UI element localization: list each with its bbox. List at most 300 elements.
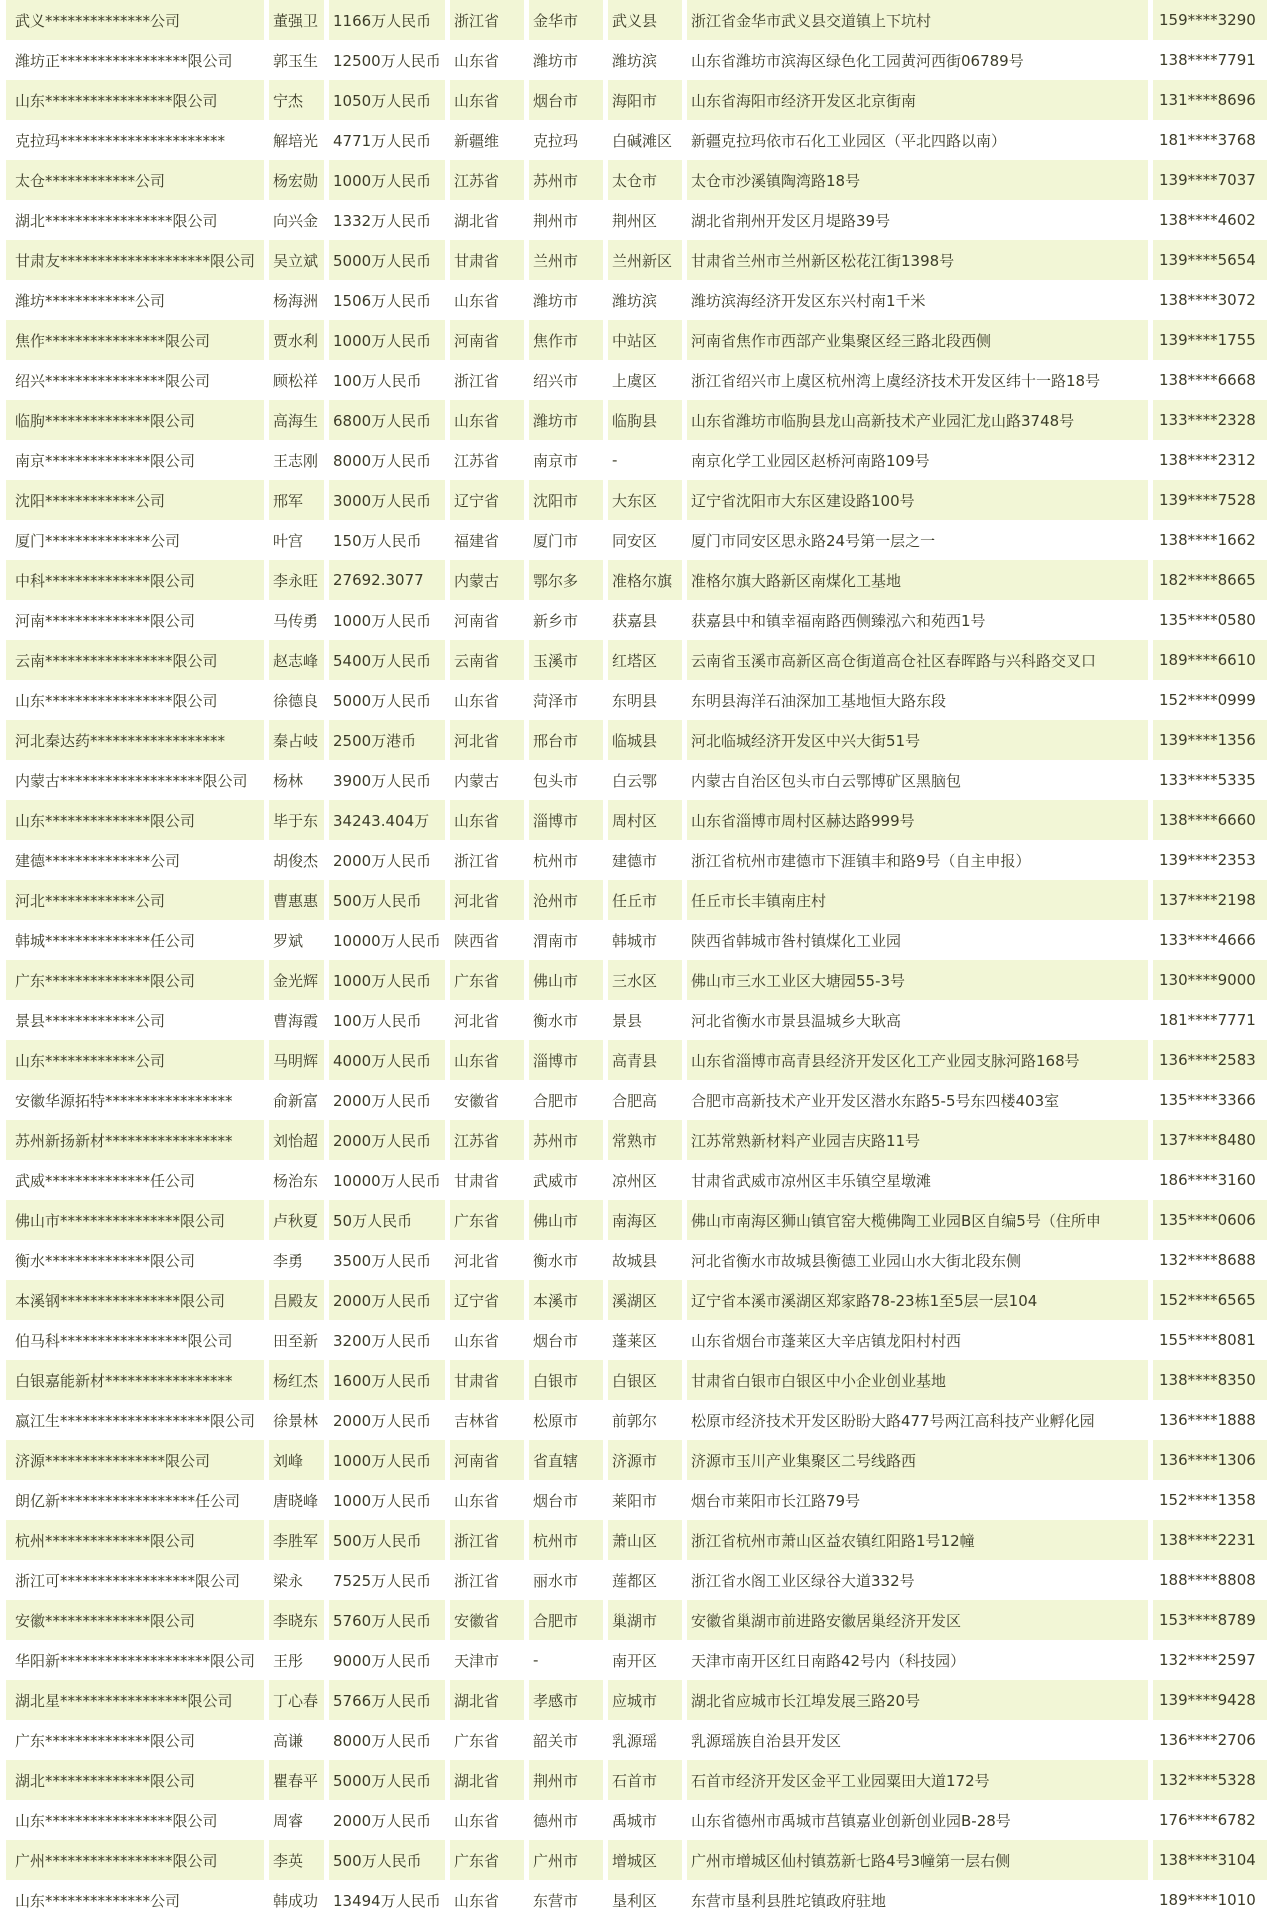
district-cell: 南开区 <box>608 1640 682 1680</box>
legal-representative-cell: 曹惠惠 <box>269 880 324 920</box>
province-cell: 山东省 <box>450 280 524 320</box>
legal-representative-cell: 秦占岐 <box>269 720 324 760</box>
phone-cell: 133****2328 <box>1153 400 1267 440</box>
table-row <box>6 400 1267 440</box>
legal-representative-cell: 罗斌 <box>269 920 324 960</box>
registered-capital-cell: 2000万人民币 <box>329 1800 445 1840</box>
company-name-cell: 焦作****************限公司 <box>6 320 264 360</box>
legal-representative-cell: 宁杰 <box>269 80 324 120</box>
legal-representative-cell: 王志刚 <box>269 440 324 480</box>
phone-cell: 152****1358 <box>1153 1480 1267 1520</box>
company-name-cell: 河北秦达药****************** <box>6 720 264 760</box>
province-cell: 河南省 <box>450 600 524 640</box>
district-cell: 同安区 <box>608 520 682 560</box>
district-cell: 常熟市 <box>608 1120 682 1160</box>
legal-representative-cell: 高海生 <box>269 400 324 440</box>
city-cell: 省直辖 <box>529 1440 603 1480</box>
company-name-cell: 朗亿新******************任公司 <box>6 1480 264 1520</box>
address-cell: 湖北省荆州开发区月堤路39号 <box>687 200 1148 240</box>
company-name-cell: 佛山市****************限公司 <box>6 1200 264 1240</box>
registered-capital-cell: 500万人民币 <box>329 1840 445 1880</box>
table-row <box>6 1840 1267 1880</box>
legal-representative-cell: 毕于东 <box>269 800 324 840</box>
city-cell: 厦门市 <box>529 520 603 560</box>
address-cell: 浙江省杭州市建德市下涯镇丰和路9号（自主申报） <box>687 840 1148 880</box>
registered-capital-cell: 9000万人民币 <box>329 1640 445 1680</box>
company-name-cell: 衡水**************限公司 <box>6 1240 264 1280</box>
city-cell: 鄂尔多 <box>529 560 603 600</box>
address-cell: 浙江省水阁工业区绿谷大道332号 <box>687 1560 1148 1600</box>
table-row <box>6 840 1267 880</box>
phone-cell: 181****7771 <box>1153 1000 1267 1040</box>
phone-cell: 139****2353 <box>1153 840 1267 880</box>
table-row <box>6 240 1267 280</box>
province-cell: 山东省 <box>450 400 524 440</box>
city-cell: 新乡市 <box>529 600 603 640</box>
city-cell: 南京市 <box>529 440 603 480</box>
address-cell: 甘肃省白银市白银区中小企业创业基地 <box>687 1360 1148 1400</box>
province-cell: 山东省 <box>450 40 524 80</box>
phone-cell: 136****2583 <box>1153 1040 1267 1080</box>
company-name-cell: 景县************公司 <box>6 1000 264 1040</box>
city-cell: 本溪市 <box>529 1280 603 1320</box>
table-row <box>6 200 1267 240</box>
address-cell: 新疆克拉玛依市石化工业园区（平北四路以南） <box>687 120 1148 160</box>
company-name-cell: 伯马科*****************限公司 <box>6 1320 264 1360</box>
province-cell: 甘肃省 <box>450 240 524 280</box>
company-table-body <box>6 0 1267 1920</box>
district-cell: 石首市 <box>608 1760 682 1800</box>
registered-capital-cell: 2500万港币 <box>329 720 445 760</box>
registered-capital-cell: 5000万人民币 <box>329 240 445 280</box>
company-name-cell: 沈阳************公司 <box>6 480 264 520</box>
company-name-cell: 河南**************限公司 <box>6 600 264 640</box>
address-cell: 佛山市三水工业区大塘园55-3号 <box>687 960 1148 1000</box>
district-cell: 莲都区 <box>608 1560 682 1600</box>
company-name-cell: 山东*****************限公司 <box>6 680 264 720</box>
table-row <box>6 880 1267 920</box>
address-cell: 广州市增城区仙村镇荔新七路4号3幢第一层右侧 <box>687 1840 1148 1880</box>
phone-cell: 135****0606 <box>1153 1200 1267 1240</box>
province-cell: 山东省 <box>450 1480 524 1520</box>
phone-cell: 136****1888 <box>1153 1400 1267 1440</box>
address-cell: 东营市垦利县胜坨镇政府驻地 <box>687 1880 1148 1920</box>
company-name-cell: 苏州新扬新材***************** <box>6 1120 264 1160</box>
address-cell: 江苏常熟新材料产业园吉庆路11号 <box>687 1120 1148 1160</box>
city-cell: 杭州市 <box>529 1520 603 1560</box>
district-cell: 凉州区 <box>608 1160 682 1200</box>
address-cell: 山东省潍坊市滨海区绿色化工园黄河西街06789号 <box>687 40 1148 80</box>
district-cell: 潍坊滨 <box>608 280 682 320</box>
company-name-cell: 湖北星*****************限公司 <box>6 1680 264 1720</box>
legal-representative-cell: 杨治东 <box>269 1160 324 1200</box>
company-name-cell: 武义**************公司 <box>6 0 264 40</box>
registered-capital-cell: 1166万人民币 <box>329 0 445 40</box>
phone-cell: 189****6610 <box>1153 640 1267 680</box>
table-row <box>6 960 1267 1000</box>
table-row <box>6 1600 1267 1640</box>
registered-capital-cell: 3500万人民币 <box>329 1240 445 1280</box>
district-cell: 中站区 <box>608 320 682 360</box>
address-cell: 山东省海阳市经济开发区北京街南 <box>687 80 1148 120</box>
table-row <box>6 1640 1267 1680</box>
address-cell: 厦门市同安区思永路24号第一层之一 <box>687 520 1148 560</box>
company-name-cell: 济源****************限公司 <box>6 1440 264 1480</box>
company-name-cell: 山东**************限公司 <box>6 800 264 840</box>
address-cell: 甘肃省武威市凉州区丰乐镇空星墩滩 <box>687 1160 1148 1200</box>
legal-representative-cell: 唐晓峰 <box>269 1480 324 1520</box>
address-cell: 辽宁省沈阳市大东区建设路100号 <box>687 480 1148 520</box>
legal-representative-cell: 高谦 <box>269 1720 324 1760</box>
district-cell: 武义县 <box>608 0 682 40</box>
company-name-cell: 山东**************公司 <box>6 1880 264 1920</box>
company-name-cell: 甘肃友********************限公司 <box>6 240 264 280</box>
legal-representative-cell: 吴立斌 <box>269 240 324 280</box>
registered-capital-cell: 4771万人民币 <box>329 120 445 160</box>
district-cell: 周村区 <box>608 800 682 840</box>
company-name-cell: 湖北**************限公司 <box>6 1760 264 1800</box>
table-row <box>6 680 1267 720</box>
address-cell: 河北临城经济开发区中兴大街51号 <box>687 720 1148 760</box>
address-cell: 内蒙古自治区包头市白云鄂博矿区黑脑包 <box>687 760 1148 800</box>
table-row <box>6 1200 1267 1240</box>
legal-representative-cell: 叶宫 <box>269 520 324 560</box>
table-row <box>6 440 1267 480</box>
province-cell: 辽宁省 <box>450 1280 524 1320</box>
address-cell: 潍坊滨海经济开发区东兴村南1千米 <box>687 280 1148 320</box>
province-cell: 河南省 <box>450 320 524 360</box>
registered-capital-cell: 5000万人民币 <box>329 680 445 720</box>
table-row <box>6 120 1267 160</box>
legal-representative-cell: 田至新 <box>269 1320 324 1360</box>
phone-cell: 138****8350 <box>1153 1360 1267 1400</box>
city-cell: 金华市 <box>529 0 603 40</box>
city-cell: 合肥市 <box>529 1600 603 1640</box>
district-cell: 蓬莱区 <box>608 1320 682 1360</box>
company-name-cell: 山东************公司 <box>6 1040 264 1080</box>
province-cell: 江苏省 <box>450 1120 524 1160</box>
address-cell: 获嘉县中和镇幸福南路西侧臻泓六和苑西1号 <box>687 600 1148 640</box>
table-row <box>6 760 1267 800</box>
registered-capital-cell: 5766万人民币 <box>329 1680 445 1720</box>
legal-representative-cell: 徐德良 <box>269 680 324 720</box>
company-name-cell: 韩城**************任公司 <box>6 920 264 960</box>
province-cell: 河北省 <box>450 1000 524 1040</box>
province-cell: 江苏省 <box>450 440 524 480</box>
province-cell: 福建省 <box>450 520 524 560</box>
company-name-cell: 内蒙古*******************限公司 <box>6 760 264 800</box>
district-cell: 任丘市 <box>608 880 682 920</box>
address-cell: 安徽省巢湖市前进路安徽居巢经济开发区 <box>687 1600 1148 1640</box>
district-cell: 建德市 <box>608 840 682 880</box>
legal-representative-cell: 向兴金 <box>269 200 324 240</box>
company-name-cell: 山东*****************限公司 <box>6 80 264 120</box>
registered-capital-cell: 6800万人民币 <box>329 400 445 440</box>
table-row <box>6 1320 1267 1360</box>
company-name-cell: 太仓************公司 <box>6 160 264 200</box>
district-cell: 韩城市 <box>608 920 682 960</box>
address-cell: 东明县海洋石油深加工基地恒大路东段 <box>687 680 1148 720</box>
company-name-cell: 安徽**************限公司 <box>6 1600 264 1640</box>
province-cell: 河北省 <box>450 880 524 920</box>
address-cell: 云南省玉溪市高新区高仓街道高仓社区春晖路与兴科路交叉口 <box>687 640 1148 680</box>
district-cell: 白碱滩区 <box>608 120 682 160</box>
city-cell: 白银市 <box>529 1360 603 1400</box>
city-cell: 武威市 <box>529 1160 603 1200</box>
province-cell: 甘肃省 <box>450 1160 524 1200</box>
district-cell: 大东区 <box>608 480 682 520</box>
company-name-cell: 河北************公司 <box>6 880 264 920</box>
district-cell: 准格尔旗 <box>608 560 682 600</box>
city-cell: 荆州市 <box>529 200 603 240</box>
province-cell: 湖北省 <box>450 1680 524 1720</box>
city-cell: 松原市 <box>529 1400 603 1440</box>
company-name-cell: 嬴江生********************限公司 <box>6 1400 264 1440</box>
city-cell: 烟台市 <box>529 1320 603 1360</box>
city-cell: 韶关市 <box>529 1720 603 1760</box>
registered-capital-cell: 1000万人民币 <box>329 600 445 640</box>
company-name-cell: 广州*****************限公司 <box>6 1840 264 1880</box>
city-cell: 邢台市 <box>529 720 603 760</box>
province-cell: 浙江省 <box>450 0 524 40</box>
district-cell: 临城县 <box>608 720 682 760</box>
registered-capital-cell: 4000万人民币 <box>329 1040 445 1080</box>
address-cell: 浙江省金华市武义县交道镇上下坑村 <box>687 0 1148 40</box>
registered-capital-cell: 50万人民币 <box>329 1200 445 1240</box>
province-cell: 河南省 <box>450 1440 524 1480</box>
table-row <box>6 1280 1267 1320</box>
province-cell: 广东省 <box>450 1720 524 1760</box>
city-cell: 荆州市 <box>529 1760 603 1800</box>
phone-cell: 136****2706 <box>1153 1720 1267 1760</box>
table-row <box>6 1680 1267 1720</box>
table-row <box>6 480 1267 520</box>
phone-cell: 138****4602 <box>1153 200 1267 240</box>
district-cell: 太仓市 <box>608 160 682 200</box>
legal-representative-cell: 丁心春 <box>269 1680 324 1720</box>
legal-representative-cell: 李胜军 <box>269 1520 324 1560</box>
district-cell: 前郭尔 <box>608 1400 682 1440</box>
city-cell: 渭南市 <box>529 920 603 960</box>
registered-capital-cell: 1506万人民币 <box>329 280 445 320</box>
province-cell: 江苏省 <box>450 160 524 200</box>
province-cell: 浙江省 <box>450 1520 524 1560</box>
phone-cell: 131****8696 <box>1153 80 1267 120</box>
registered-capital-cell: 100万人民币 <box>329 360 445 400</box>
province-cell: 浙江省 <box>450 360 524 400</box>
company-name-cell: 杭州**************限公司 <box>6 1520 264 1560</box>
legal-representative-cell: 胡俊杰 <box>269 840 324 880</box>
legal-representative-cell: 吕殿友 <box>269 1280 324 1320</box>
table-row <box>6 1160 1267 1200</box>
table-row <box>6 920 1267 960</box>
registered-capital-cell: 500万人民币 <box>329 880 445 920</box>
province-cell: 辽宁省 <box>450 480 524 520</box>
address-cell: 济源市玉川产业集聚区二号线路西 <box>687 1440 1148 1480</box>
address-cell: 佛山市南海区狮山镇官窑大榄佛陶工业园B区自编5号（住所申 <box>687 1200 1148 1240</box>
company-name-cell: 本溪钢****************限公司 <box>6 1280 264 1320</box>
city-cell: 克拉玛 <box>529 120 603 160</box>
phone-cell: 138****2231 <box>1153 1520 1267 1560</box>
district-cell: 增城区 <box>608 1840 682 1880</box>
legal-representative-cell: 邢军 <box>269 480 324 520</box>
registered-capital-cell: 27692.3077 <box>329 560 445 600</box>
province-cell: 河北省 <box>450 1240 524 1280</box>
registered-capital-cell: 8000万人民币 <box>329 440 445 480</box>
phone-cell: 138****6660 <box>1153 800 1267 840</box>
address-cell: 山东省潍坊市临朐县龙山高新技术产业园汇龙山路3748号 <box>687 400 1148 440</box>
table-row <box>6 720 1267 760</box>
province-cell: 山东省 <box>450 1320 524 1360</box>
registered-capital-cell: 1000万人民币 <box>329 960 445 1000</box>
company-name-cell: 绍兴****************限公司 <box>6 360 264 400</box>
registered-capital-cell: 7525万人民币 <box>329 1560 445 1600</box>
phone-cell: 139****9428 <box>1153 1680 1267 1720</box>
address-cell: 山东省淄博市周村区赫达路999号 <box>687 800 1148 840</box>
city-cell: 烟台市 <box>529 80 603 120</box>
table-row <box>6 1880 1267 1920</box>
district-cell: 获嘉县 <box>608 600 682 640</box>
legal-representative-cell: 杨红杰 <box>269 1360 324 1400</box>
table-row <box>6 40 1267 80</box>
district-cell: 萧山区 <box>608 1520 682 1560</box>
city-cell: 佛山市 <box>529 960 603 1000</box>
phone-cell: 159****3290 <box>1153 0 1267 40</box>
table-row <box>6 80 1267 120</box>
city-cell: 丽水市 <box>529 1560 603 1600</box>
phone-cell: 188****8808 <box>1153 1560 1267 1600</box>
phone-cell: 136****1306 <box>1153 1440 1267 1480</box>
address-cell: 河北省衡水市故城县衡德工业园山水大街北段东侧 <box>687 1240 1148 1280</box>
legal-representative-cell: 周睿 <box>269 1800 324 1840</box>
table-row <box>6 0 1267 40</box>
city-cell: 衡水市 <box>529 1000 603 1040</box>
table-row <box>6 560 1267 600</box>
address-cell: 浙江省绍兴市上虞区杭州湾上虞经济技术开发区纬十一路18号 <box>687 360 1148 400</box>
city-cell: 苏州市 <box>529 1120 603 1160</box>
legal-representative-cell: 董强卫 <box>269 0 324 40</box>
table-row <box>6 520 1267 560</box>
legal-representative-cell: 马明辉 <box>269 1040 324 1080</box>
legal-representative-cell: 马传勇 <box>269 600 324 640</box>
legal-representative-cell: 卢秋夏 <box>269 1200 324 1240</box>
registered-capital-cell: 3000万人民币 <box>329 480 445 520</box>
province-cell: 广东省 <box>450 1840 524 1880</box>
phone-cell: 138****2312 <box>1153 440 1267 480</box>
province-cell: 内蒙古 <box>450 760 524 800</box>
address-cell: 河南省焦作市西部产业集聚区经三路北段西侧 <box>687 320 1148 360</box>
registered-capital-cell: 10000万人民币 <box>329 920 445 960</box>
company-name-cell: 武威**************任公司 <box>6 1160 264 1200</box>
registered-capital-cell: 5760万人民币 <box>329 1600 445 1640</box>
city-cell: 玉溪市 <box>529 640 603 680</box>
registered-capital-cell: 2000万人民币 <box>329 840 445 880</box>
province-cell: 浙江省 <box>450 1560 524 1600</box>
company-name-cell: 潍坊正*****************限公司 <box>6 40 264 80</box>
address-cell: 南京化学工业园区赵桥河南路109号 <box>687 440 1148 480</box>
district-cell: - <box>608 440 682 480</box>
company-name-cell: 云南*****************限公司 <box>6 640 264 680</box>
legal-representative-cell: 顾松祥 <box>269 360 324 400</box>
province-cell: 安徽省 <box>450 1080 524 1120</box>
phone-cell: 152****0999 <box>1153 680 1267 720</box>
legal-representative-cell: 解培光 <box>269 120 324 160</box>
address-cell: 山东省淄博市高青县经济开发区化工产业园支脉河路168号 <box>687 1040 1148 1080</box>
table-row <box>6 1480 1267 1520</box>
address-cell: 山东省烟台市蓬莱区大辛店镇龙阳村村西 <box>687 1320 1148 1360</box>
company-name-cell: 建德**************公司 <box>6 840 264 880</box>
phone-cell: 138****1662 <box>1153 520 1267 560</box>
city-cell: 衡水市 <box>529 1240 603 1280</box>
legal-representative-cell: 杨海洲 <box>269 280 324 320</box>
address-cell: 准格尔旗大路新区南煤化工基地 <box>687 560 1148 600</box>
city-cell: 菏泽市 <box>529 680 603 720</box>
registered-capital-cell: 500万人民币 <box>329 1520 445 1560</box>
address-cell: 烟台市莱阳市长江路79号 <box>687 1480 1148 1520</box>
city-cell: 孝感市 <box>529 1680 603 1720</box>
address-cell: 湖北省应城市长江埠发展三路20号 <box>687 1680 1148 1720</box>
legal-representative-cell: 李永旺 <box>269 560 324 600</box>
company-name-cell: 广东**************限公司 <box>6 1720 264 1760</box>
registered-capital-cell: 5000万人民币 <box>329 1760 445 1800</box>
registered-capital-cell: 1000万人民币 <box>329 320 445 360</box>
district-cell: 红塔区 <box>608 640 682 680</box>
province-cell: 山东省 <box>450 680 524 720</box>
company-table <box>1 0 1272 1920</box>
registered-capital-cell: 150万人民币 <box>329 520 445 560</box>
district-cell: 济源市 <box>608 1440 682 1480</box>
legal-representative-cell: 韩成功 <box>269 1880 324 1920</box>
city-cell: 苏州市 <box>529 160 603 200</box>
company-name-cell: 南京**************限公司 <box>6 440 264 480</box>
district-cell: 巢湖市 <box>608 1600 682 1640</box>
address-cell: 松原市经济技术开发区盼盼大路477号两江高科技产业孵化园 <box>687 1400 1148 1440</box>
district-cell: 垦利区 <box>608 1880 682 1920</box>
city-cell: 包头市 <box>529 760 603 800</box>
legal-representative-cell: 赵志峰 <box>269 640 324 680</box>
registered-capital-cell: 100万人民币 <box>329 1000 445 1040</box>
district-cell: 上虞区 <box>608 360 682 400</box>
registered-capital-cell: 1000万人民币 <box>329 1440 445 1480</box>
table-row <box>6 280 1267 320</box>
address-cell: 浙江省杭州市萧山区益农镇红阳路1号12幢 <box>687 1520 1148 1560</box>
legal-representative-cell: 徐景林 <box>269 1400 324 1440</box>
province-cell: 山东省 <box>450 1880 524 1920</box>
phone-cell: 133****4666 <box>1153 920 1267 960</box>
district-cell: 兰州新区 <box>608 240 682 280</box>
table-row <box>6 1800 1267 1840</box>
district-cell: 应城市 <box>608 1680 682 1720</box>
address-cell: 太仓市沙溪镇陶湾路18号 <box>687 160 1148 200</box>
district-cell: 南海区 <box>608 1200 682 1240</box>
table-row <box>6 360 1267 400</box>
company-name-cell: 厦门**************公司 <box>6 520 264 560</box>
city-cell: 沈阳市 <box>529 480 603 520</box>
table-row <box>6 640 1267 680</box>
province-cell: 新疆维 <box>450 120 524 160</box>
table-row <box>6 1520 1267 1560</box>
registered-capital-cell: 5400万人民币 <box>329 640 445 680</box>
registered-capital-cell: 2000万人民币 <box>329 1080 445 1120</box>
phone-cell: 153****8789 <box>1153 1600 1267 1640</box>
city-cell: 德州市 <box>529 1800 603 1840</box>
district-cell: 莱阳市 <box>608 1480 682 1520</box>
table-row <box>6 1000 1267 1040</box>
registered-capital-cell: 2000万人民币 <box>329 1400 445 1440</box>
province-cell: 湖北省 <box>450 1760 524 1800</box>
table-row <box>6 800 1267 840</box>
phone-cell: 139****7528 <box>1153 480 1267 520</box>
